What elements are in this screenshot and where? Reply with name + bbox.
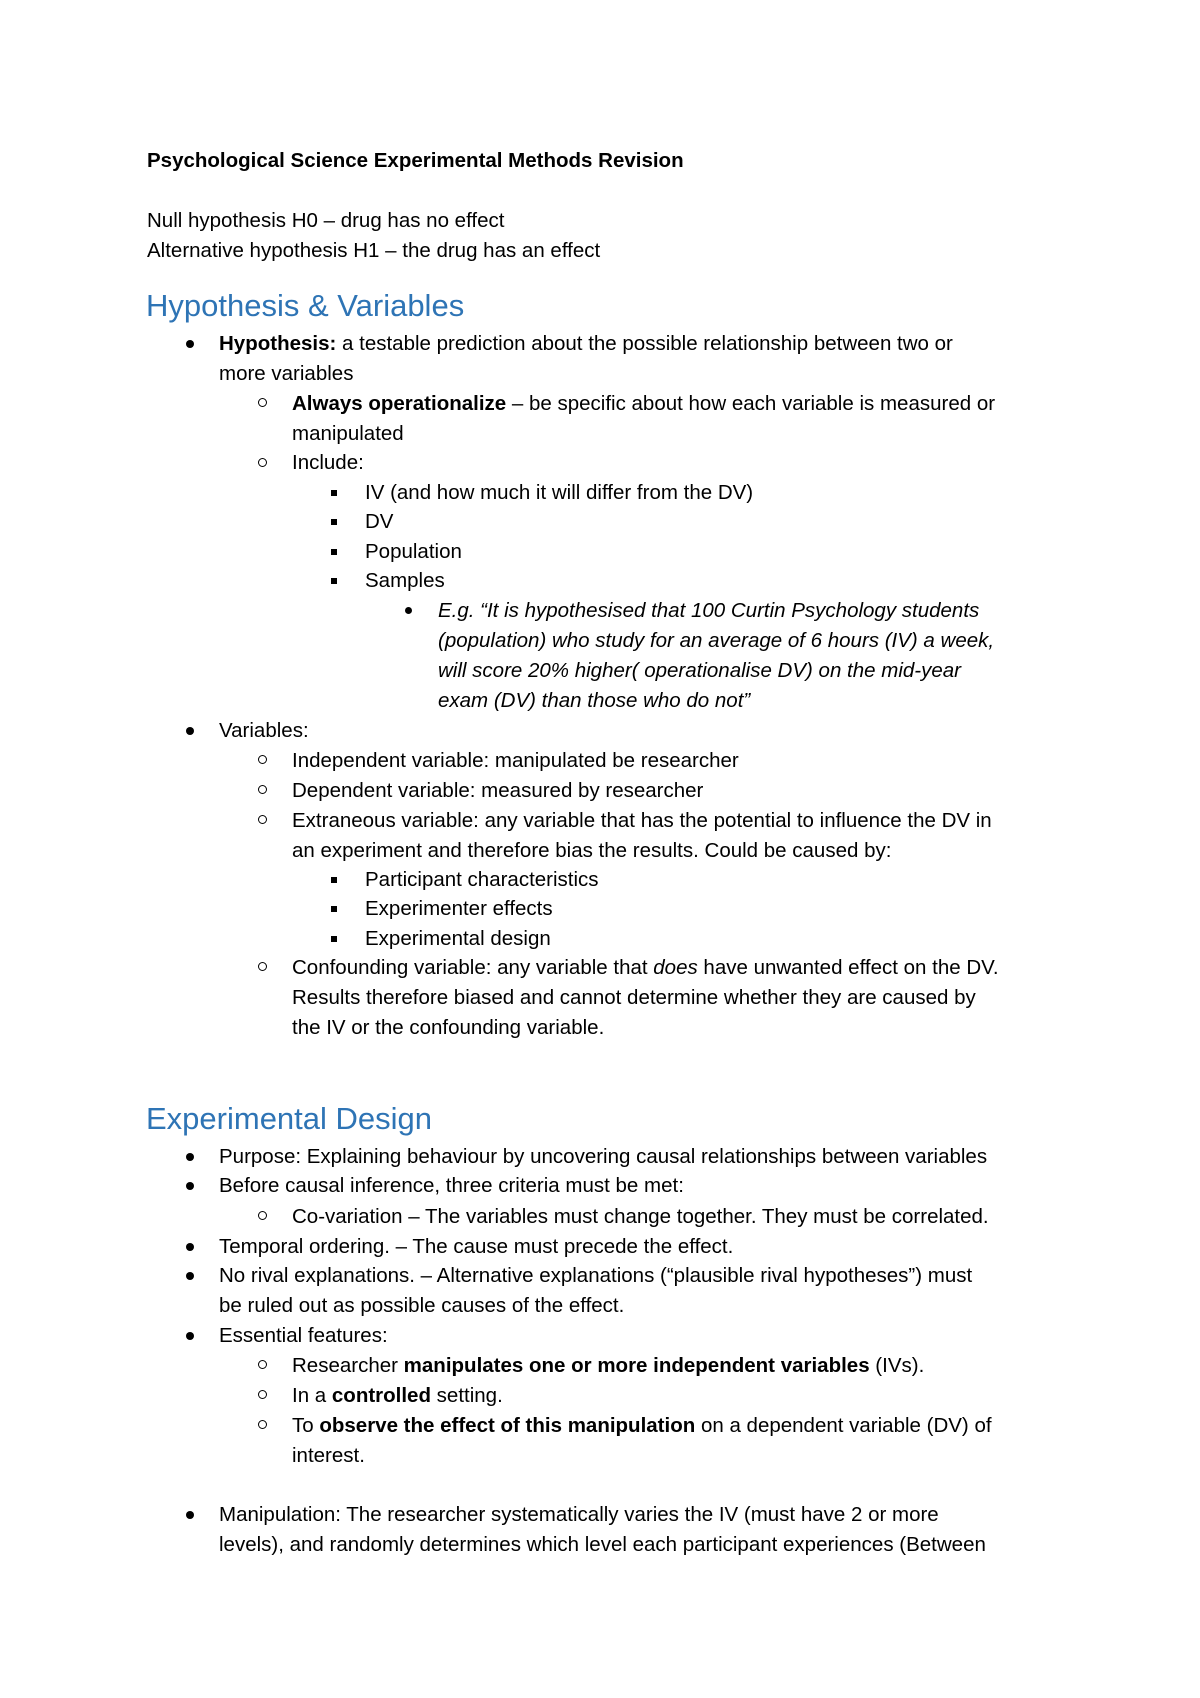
null-hypothesis-line: Null hypothesis H0 – drug has no effect	[147, 209, 505, 232]
operationalize-text: – be specific about how each variable is measured or	[506, 392, 996, 415]
variables-item: Variables:	[219, 719, 309, 742]
bullet-dot-icon	[186, 1153, 194, 1161]
bullet-dot-icon	[186, 1332, 194, 1340]
rival-explanations-item: No rival explanations. – Alternative explanations (“plausible rival hypotheses”) must	[219, 1264, 973, 1287]
ef1-text-bold: manipulates one or more independent variables	[403, 1354, 870, 1377]
extraneous-cause-experimenter: Experimenter effects	[365, 897, 553, 920]
confounding-variable-def-cont: Results therefore biased and cannot determine whether they are caused by	[292, 986, 976, 1009]
bullet-square-icon	[331, 906, 337, 912]
bullet-square-icon	[331, 936, 337, 942]
include-samples: Samples	[365, 569, 445, 592]
ef3-text-c: on a dependent variable (DV) of	[695, 1414, 992, 1437]
extraneous-variable-def-cont: an experiment and therefore bias the results. Could be caused by:	[292, 839, 892, 862]
ef3-text-a: To	[292, 1414, 320, 1437]
bullet-circle-icon	[258, 785, 267, 794]
bullet-dot-icon	[186, 1511, 194, 1519]
bullet-circle-icon	[258, 1390, 267, 1399]
alternative-hypothesis-line: Alternative hypothesis H1 – the drug has an effect	[147, 239, 601, 262]
essential-feature-observe	[292, 1411, 992, 1441]
operationalize-label: Always operationalize	[292, 392, 507, 415]
include-population: Population	[365, 540, 462, 563]
bullet-circle-icon	[258, 458, 267, 467]
example-line-4: exam (DV) than those who do not”	[438, 689, 751, 712]
covariation-item: Co-variation – The variables must change together. They must be correlated.	[292, 1205, 989, 1228]
bullet-circle-icon	[258, 1420, 267, 1429]
essential-features-item: Essential features:	[219, 1324, 388, 1347]
manipulation-item-cont: levels), and randomly determines which level each participant experiences (Between	[219, 1533, 986, 1556]
essential-feature-controlled	[292, 1381, 503, 1411]
bullet-circle-icon	[258, 755, 267, 764]
bullet-dot-icon	[186, 727, 194, 735]
include-item: Include:	[292, 451, 364, 474]
hypothesis-definition-cont: more variables	[219, 362, 354, 385]
bullet-square-icon	[331, 549, 337, 555]
confounding-variable-def	[292, 953, 999, 983]
operationalize-item	[292, 389, 995, 419]
temporal-ordering-item: Temporal ordering. – The cause must precede the effect.	[219, 1235, 734, 1258]
bullet-square-icon	[331, 578, 337, 584]
bullet-circle-icon	[258, 1360, 267, 1369]
heading-experimental-design: Experimental Design	[146, 1101, 433, 1136]
operationalize-item-cont: manipulated	[292, 422, 404, 445]
essential-feature-observe-cont: interest.	[292, 1444, 365, 1467]
before-causal-item: Before causal inference, three criteria must be met:	[219, 1174, 684, 1197]
bullet-dot-icon	[186, 1243, 194, 1251]
confounding-text-a: Confounding variable: any variable that	[292, 956, 654, 979]
ef2-text-bold: controlled	[331, 1384, 431, 1407]
confounding-text-emph: does	[653, 956, 698, 979]
extraneous-cause-participant: Participant characteristics	[365, 868, 599, 891]
bullet-dot-icon	[186, 1182, 194, 1190]
include-dv: DV	[365, 510, 394, 533]
hypothesis-definition	[219, 329, 953, 359]
example-line-3: will score 20% higher( operationalise DV) on the mid-year	[438, 659, 961, 682]
essential-feature-manipulates	[292, 1351, 924, 1381]
manipulation-item: Manipulation: The researcher systematically varies the IV (must have 2 or more	[219, 1503, 939, 1526]
bullet-circle-icon	[258, 1211, 267, 1220]
hypothesis-text: a testable prediction about the possible relationship between two or	[336, 332, 953, 355]
bullet-square-icon	[331, 519, 337, 525]
independent-variable-def: Independent variable: manipulated be researcher	[292, 749, 739, 772]
confounding-text-c: have unwanted effect on the DV.	[697, 956, 999, 979]
rival-explanations-item-cont: be ruled out as possible causes of the effect.	[219, 1294, 625, 1317]
document-title: Psychological Science Experimental Methods Revision	[147, 149, 684, 172]
heading-hypothesis-variables: Hypothesis & Variables	[146, 288, 465, 323]
ef2-text-a: In a	[292, 1384, 332, 1407]
bullet-dot-icon	[186, 340, 194, 348]
bullet-circle-icon	[258, 962, 267, 971]
bullet-dot-icon	[186, 1272, 194, 1280]
bullet-dot-icon	[405, 607, 412, 614]
extraneous-variable-def: Extraneous variable: any variable that has the potential to influence the DV in	[292, 809, 992, 832]
purpose-item: Purpose: Explaining behaviour by uncovering causal relationships between variables	[219, 1145, 988, 1168]
ef1-text-a: Researcher	[292, 1354, 404, 1377]
hypothesis-label: Hypothesis:	[219, 332, 337, 355]
dependent-variable-def: Dependent variable: measured by researcher	[292, 779, 704, 802]
bullet-circle-icon	[258, 398, 267, 407]
example-line-2: (population) who study for an average of 6 hours (IV) a week,	[438, 629, 995, 652]
confounding-variable-def-cont2: the IV or the confounding variable.	[292, 1016, 605, 1039]
ef1-text-c: (IVs).	[869, 1354, 925, 1377]
ef3-text-bold: observe the effect of this manipulation	[319, 1414, 696, 1437]
extraneous-cause-design: Experimental design	[365, 927, 551, 950]
ef2-text-c: setting.	[430, 1384, 503, 1407]
bullet-square-icon	[331, 877, 337, 883]
include-iv: IV (and how much it will differ from the DV)	[365, 481, 754, 504]
bullet-circle-icon	[258, 815, 267, 824]
example-line-1: E.g. “It is hypothesised that 100 Curtin Psychology students	[438, 599, 980, 622]
bullet-square-icon	[331, 490, 337, 496]
